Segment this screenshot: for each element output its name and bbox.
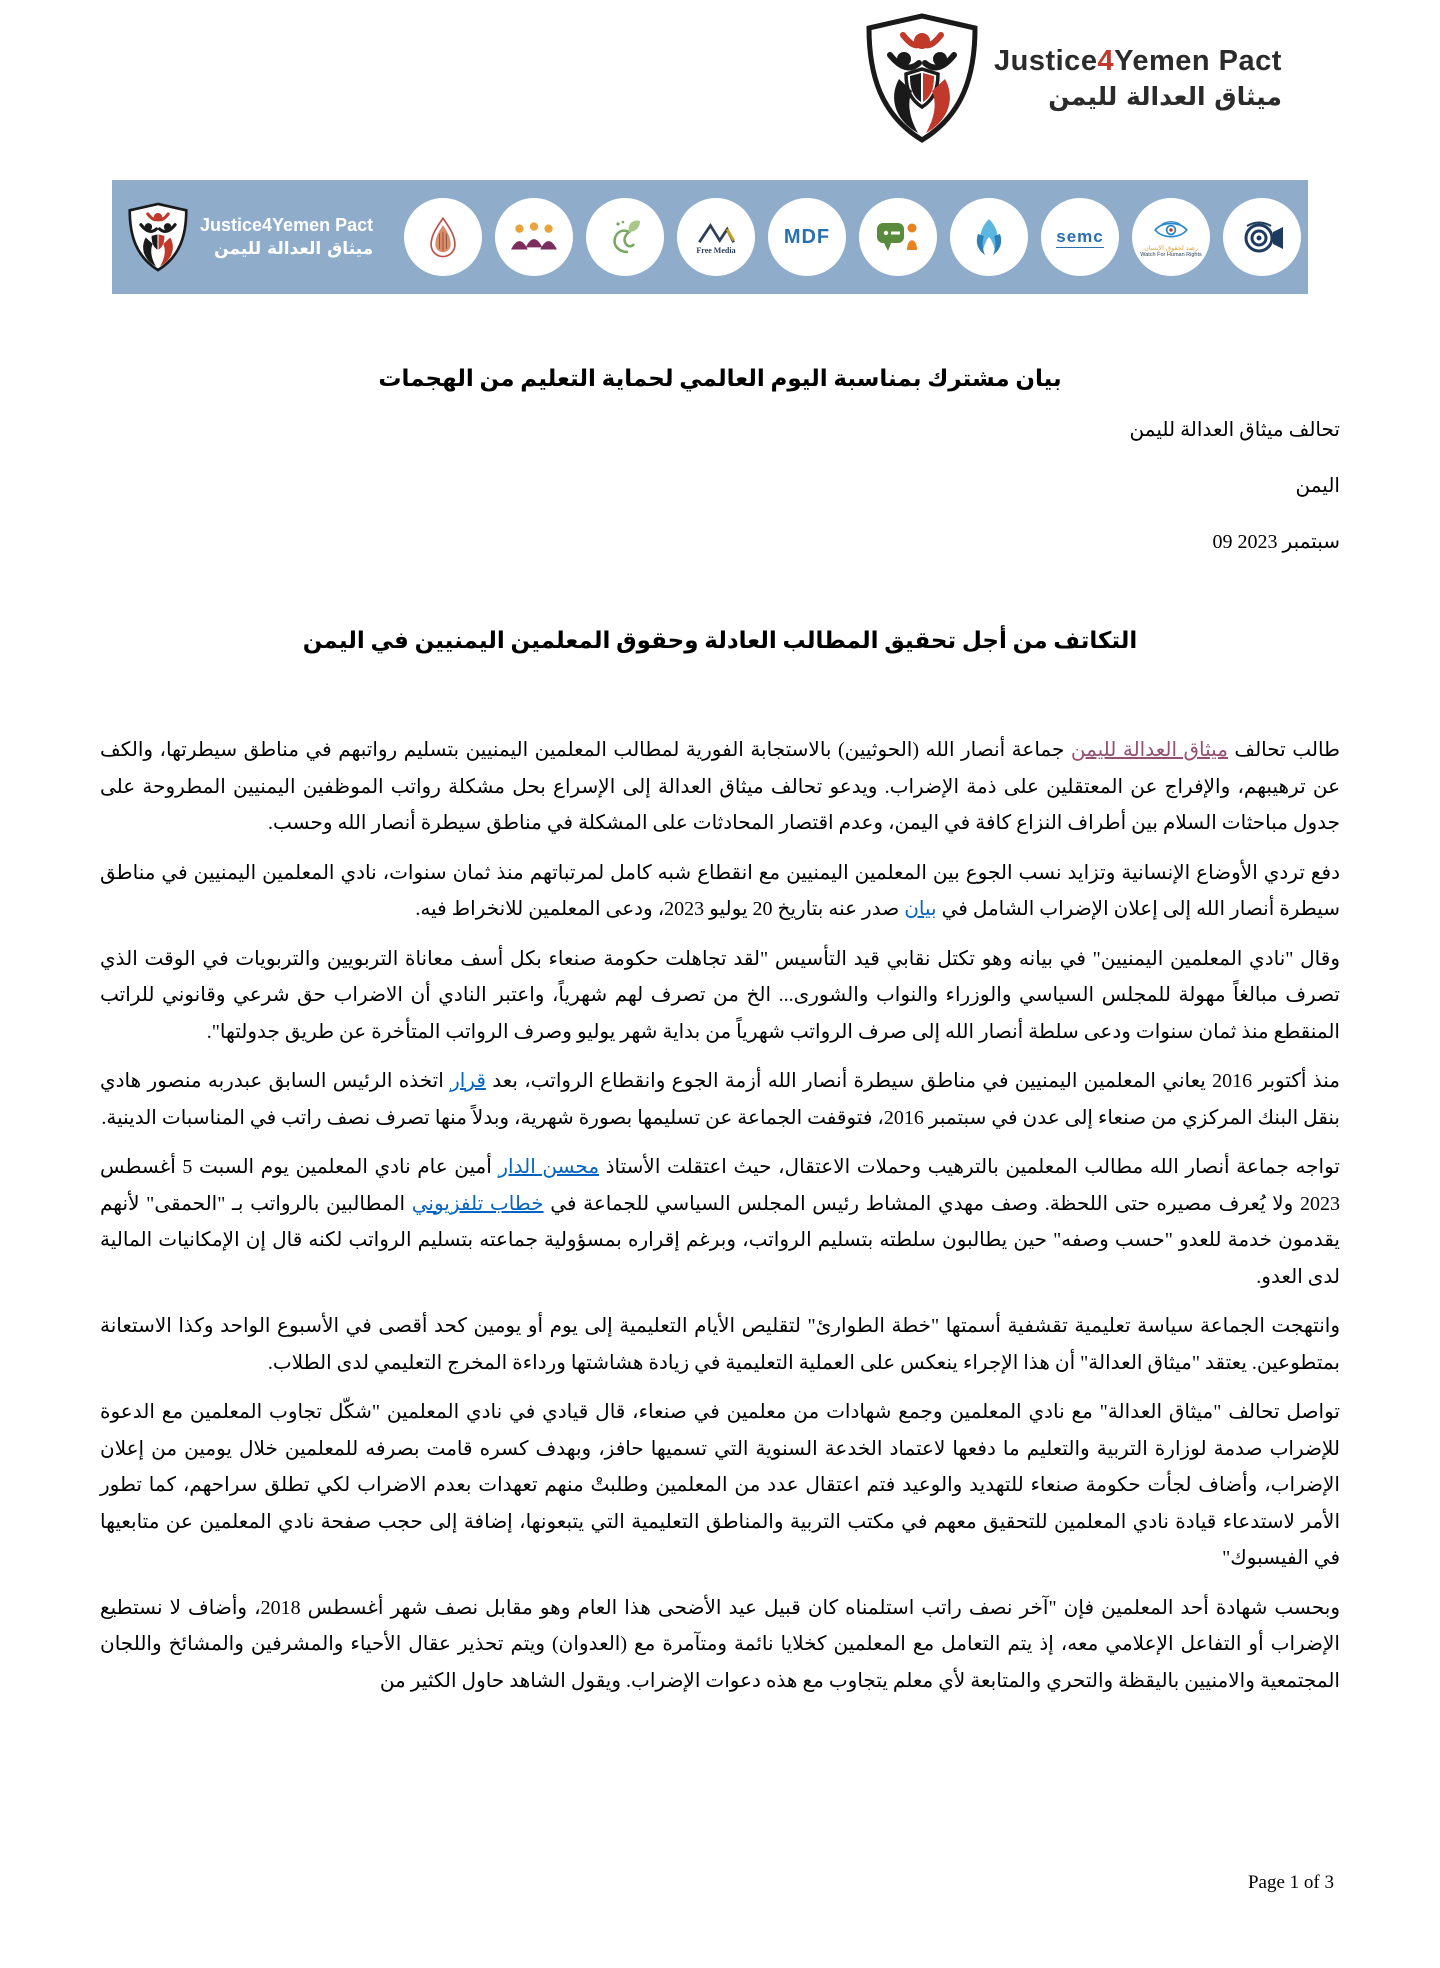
paragraph-text: طالب تحالف — [1227, 739, 1340, 761]
paragraph — [100, 855, 1340, 928]
org-name-ar: ميثاق العدالة لليمن — [1048, 82, 1282, 111]
paragraph-text: وقال "نادي المعلمين اليمنيين" في بيانه وهو تكتل نقابي قيد التأسيس "لقد تجاهلت حكومة صنعاء بكل أسف معاناة التربويين والتربويات في الوقت الذي تصرف مبالغاً مهولة للمجلس السياسي والوزراء والنواب والشورى... الخ من تصرف لهم شهرياً، واعتبر النادي أن الاضراب حق شرعي وقانوني للراتب المنقطع منذ ثمان سنوات ودعى سلطة أنصار الله إلى صرف الرواتب شهرياً من بداية شهر يوليو وصرف الرواتب المتأخرة عن طريق جدولتها". — [100, 947, 1340, 1043]
banner-org-name — [200, 215, 373, 259]
paragraph — [100, 732, 1340, 842]
brand-number: 4 — [1097, 45, 1115, 77]
org-name-en: Justice4Yemen Pact — [994, 45, 1282, 77]
paragraph — [100, 1149, 1340, 1295]
calligraphy-drop-icon — [426, 215, 460, 259]
org-logo — [862, 12, 1282, 144]
partner-logo-green-sprout — [586, 198, 664, 276]
partner-logo-calligraphy-drop — [404, 198, 482, 276]
paragraph — [100, 1394, 1340, 1577]
statement-subtitle: التكاتف من أجل تحقيق المطالب العادلة وحقوق المعلمين اليمنيين في اليمن — [302, 628, 1138, 653]
partners-banner — [112, 180, 1308, 294]
inline-link[interactable]: خطاب تلفزيوني — [411, 1192, 544, 1215]
partner-logos-row — [404, 198, 1301, 276]
paragraph-text: أمين عام نادي المعلمين يوم السبت 5 أغسطس 2023 ولا يُعرف مصيره حتى اللحظة. وصف مهدي المشاط رئيس المجلس السياسي للجماعة في — [100, 1156, 1340, 1215]
banner-org-name-ar: ميثاق العدالة للیمن — [214, 239, 374, 259]
org-name — [994, 45, 1282, 111]
paragraph — [100, 1308, 1340, 1381]
paragraph-text: صدر عنه بتاريخ 20 يوليو 2023، ودعى المعلمين للانخراط فيه. — [415, 898, 905, 920]
paragraph-text: منذ أكتوبر 2016 يعاني المعلمين اليمنيين في مناطق سيطرة أنصار الله أزمة الجوع وانقطاع الرواتب، بعد — [485, 1070, 1341, 1092]
partner-logo-watch-for-human-rights — [1132, 198, 1210, 276]
paragraph — [100, 1590, 1340, 1700]
partner-label-ar: رصد لحقوق الإنسان — [1144, 243, 1198, 252]
semc-letters-icon: semc — [1056, 226, 1104, 246]
paragraph-text: وانتهجت الجماعة سياسة تعليمية تقشفية أسمتها "خطة الطوارئ" لتقليص الأيام التعليمية إلى يوم أو يومين كحد أقصى في الأسبوع الواحد وكذا الاستعانة بمتطوعين. يعتقد "ميثاق العدالة" أن هذا الإجراء ينعكس على العملية التعليمية في زيادة هشاشتها ورداءة المخرج التعليمي لدى الطلاب. — [100, 1315, 1340, 1374]
partner-logo-speech-bubble — [859, 198, 937, 276]
inline-link[interactable]: قرار — [450, 1070, 486, 1092]
shield-logo-small-icon — [126, 202, 190, 272]
banner-org-name-en: Justice4Yemen Pact — [200, 215, 374, 235]
mdf-letters-icon: MDF — [783, 225, 831, 248]
statement-meta — [100, 402, 1340, 570]
mountain-icon — [694, 220, 738, 246]
inline-link[interactable]: محسن الدار — [498, 1156, 600, 1178]
statement-title: بيان مشترك بمناسبة اليوم العالمي لحماية التعليم من الهجمات — [378, 366, 1062, 391]
inline-link[interactable]: ميثاق العدالة لليمن — [1070, 739, 1228, 761]
eye-fingerprint-icon — [1151, 216, 1191, 244]
paragraph-text: وبحسب شهادة أحد المعلمين فإن "آخر نصف راتب استلمناه كان قبيل عيد الأضحى هذا العام وهو مقابل نصف شهر أغسطس 2018، وأضاف لا نستطيع الإضراب أو التفاعل الإعلامي معه، إذ يتم التعامل مع المعلمين كخلايا نائمة ومتآمرة مع (العدوان) ويتم تحذير عقال الأحياء والمشرفين والمشائخ واللجان المجتمعية والامنيين باليقظة والتحري والمتابعة لأي معلم يتجاوب مع هذه دعوات الإضراب. ويقول الشاهد حاول الكثير من — [100, 1596, 1341, 1692]
shield-logo-icon — [862, 12, 982, 144]
partner-logo-semc — [1041, 198, 1119, 276]
paragraph — [100, 941, 1340, 1051]
paragraph-text: اتخذه الرئيس السابق عبدربه منصور هادي بنقل البنك المركزي من صنعاء إلى عدن في سبتمبر 2016، فتوقفت الجماعة عن تسليمها بصورة شهرية، وبدلاً منها تصرف نصف راتب في المناسبات الدينية. — [100, 1070, 1340, 1129]
paragraphs — [100, 732, 1340, 1699]
bird-wing-icon — [971, 216, 1007, 258]
partner-label-en: Watch For Human Rights — [1140, 251, 1202, 258]
page-number: Page 1 of 3 — [1247, 1872, 1334, 1893]
statement-body — [100, 366, 1340, 1712]
meta-date: 09 سبتمبر 2023 — [1212, 531, 1340, 553]
partner-logo-bird-wing — [950, 198, 1028, 276]
banner-org-logo — [126, 202, 404, 272]
partner-logo-mdf — [768, 198, 846, 276]
paragraph-text: تواصل تحالف "ميثاق العدالة" مع نادي المعلمين وجمع شهادات من معلمين في صنعاء، قال قيادي في نادي المعلمين "شكّل تجاوب المعلمين مع الدعوة للإضراب صدمة لوزارة التربية والتعليم ما دفعها لاعتماد الخدعة السنوية التي تسميها حافز، وبهدف كسره قامت بصرفه للمعلمين خلال يومين من إعلان الإضراب، وأضاف لجأت حكومة صنعاء للتهديد والوعيد فتم اعتقال عدد من المعلمين وطلبتْ منهم تعهدات بعدم الاضراب لكي تطلق سراحهم، كما تطور الأمر لاستدعاء قيادة نادي المعلمين للتحقيق معهم في مكتب التربية والمناطق التعليمية التي يتبعونها، إضافة إلى حجب صفحة نادي المعلمين عن متابعيها في الفيسبوك" — [100, 1401, 1340, 1569]
paragraph-text: تواجه جماعة أنصار الله مطالب المعلمين بالترهيب وحملات الاعتقال، حيث اعتقلت الأستاذ — [599, 1156, 1340, 1178]
paragraph-text: المطالبين بالرواتب بـ "الحمقى" لأنهم يقدمون خدمة للعدو "حسب وصفه" حين يطالبون سلطته بتسليم الرواتب، وبرغم إقراره بمسؤولية جماعته بتسليم الرواتب لكنه قال إن الإمكانيات المالية لدى العدو. — [100, 1192, 1340, 1288]
speech-bubble-person-icon — [875, 219, 921, 255]
paragraph-text: جماعة أنصار الله (الحوثيين) بالاستجابة الفورية لمطالب المعلمين اليمنيين بتسليم رواتبهم في مناطق سيطرتها، والكف عن ترهيبهم، والإفراج عن المعتقلين على ذمة الإضراب. ويدعو تحالف ميثاق العدالة إلى الإسراع بحل مشكلة رواتب الموظفين اليمنيين المطروحة على جدول مباحثات السلام بين أطراف النزاع كافة في اليمن، وعدم اقتصار المحادثات على المشكلة في مناطق سيطرة أنصار الله وحسب. — [100, 739, 1340, 834]
paragraph-text: دفع تردي الأوضاع الإنسانية وتزايد نسب الجوع بين المعلمين اليمنيين مع انقطاع شبه كامل لمرتباتهم منذ ثمان سنوات، نادي المعلمين اليمنيين في مناطق سيطرة أنصار الله إلى إعلان الإضراب الشامل في — [100, 861, 1340, 920]
paragraph — [100, 1063, 1340, 1136]
green-sprout-icon — [605, 217, 645, 257]
camera-icon — [1239, 219, 1285, 255]
inline-link[interactable]: بيان — [904, 898, 937, 920]
partner-logo-women-figures — [495, 198, 573, 276]
meta-coalition: تحالف ميثاق العدالة لليمن — [1129, 419, 1340, 441]
partner-logo-media-camera — [1223, 198, 1301, 276]
women-figures-icon — [509, 220, 559, 254]
partner-label: Free Media — [696, 245, 736, 255]
partner-logo-free-media — [677, 198, 755, 276]
meta-country: اليمن — [1295, 475, 1340, 497]
